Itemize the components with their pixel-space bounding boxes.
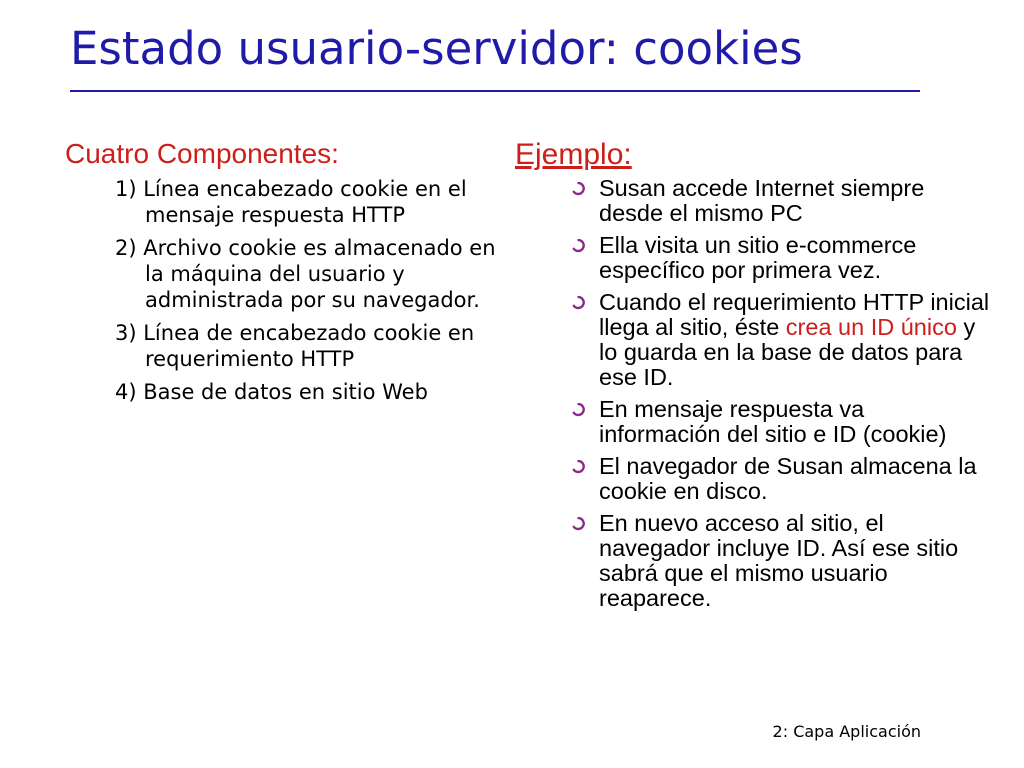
left-heading: Cuatro Componentes: xyxy=(65,138,339,169)
circle-bullet-icon xyxy=(570,517,587,531)
list-item: 4) Base de datos en sitio Web xyxy=(115,380,428,404)
circle-bullet-icon xyxy=(570,182,587,196)
right-heading: Ejemplo: xyxy=(515,138,632,171)
list-item xyxy=(570,176,990,226)
list-item-text-after: y lo guarda en la base de datos para ese ID. xyxy=(599,314,976,390)
list-item-text-before: Cuando el requerimiento HTTP inicial llega al sitio, éste xyxy=(599,289,990,340)
list-item: 2) Archivo cookie es almacenado en la máquina del usuario y administrada por su navegador. xyxy=(115,236,496,312)
list-item xyxy=(570,233,990,283)
slide-title: Estado usuario-servidor: cookies xyxy=(70,22,803,75)
example-list xyxy=(570,176,990,618)
list-item-text: En nuevo acceso al sitio, el navegador incluye ID. Así ese sitio sabrá que el mismo usuario reaparece. xyxy=(599,510,959,611)
list-item-text: Susan accede Internet siempre desde el mismo PC xyxy=(599,175,925,226)
circle-bullet-icon xyxy=(570,239,587,253)
list-item-text: El navegador de Susan almacena la cookie en disco. xyxy=(599,453,977,504)
circle-bullet-icon xyxy=(570,403,587,417)
list-item xyxy=(570,511,990,611)
list-item-text: Ella visita un sitio e-commerce específico por primera vez. xyxy=(599,232,917,283)
components-list xyxy=(115,176,510,412)
footer-label: 2: Capa Aplicación xyxy=(772,722,921,741)
circle-bullet-icon xyxy=(570,296,587,310)
list-item-text: En mensaje respuesta va información del sitio e ID (cookie) xyxy=(599,396,947,447)
title-underline xyxy=(70,90,920,92)
list-item: 3) Línea de encabezado cookie en requerimiento HTTP xyxy=(115,321,475,371)
list-item: 1) Línea encabezado cookie en el mensaje respuesta HTTP xyxy=(115,177,467,227)
highlight-text: crea un ID único xyxy=(785,314,957,340)
list-item xyxy=(570,290,990,390)
list-item xyxy=(570,397,990,447)
circle-bullet-icon xyxy=(570,460,587,474)
list-item xyxy=(570,454,990,504)
